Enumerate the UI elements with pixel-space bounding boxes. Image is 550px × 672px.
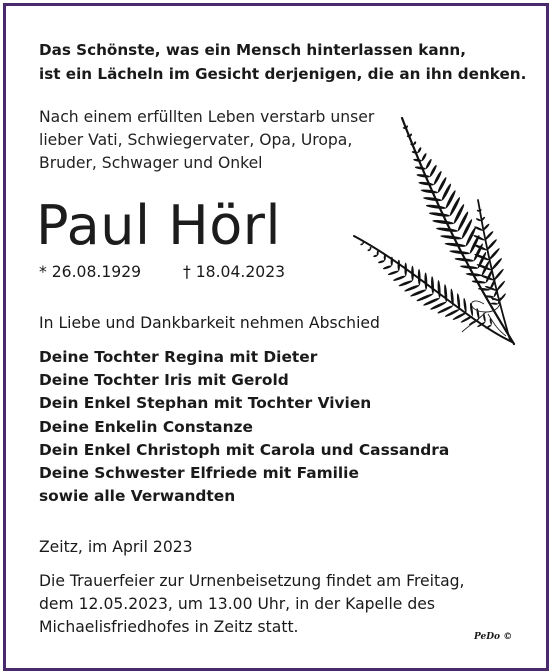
mourners-list bbox=[39, 346, 449, 508]
farewell-line: In Liebe und Dankbarkeit nehmen Abschied bbox=[39, 314, 380, 332]
death-date: † 18.04.2023 bbox=[183, 263, 286, 281]
designer-credit: PeDo © bbox=[474, 632, 513, 642]
intro-line: Bruder, Schwager und Onkel bbox=[39, 154, 263, 172]
birth-date: * 26.08.1929 bbox=[39, 263, 142, 281]
intro-line: lieber Vati, Schwiegervater, Opa, Uropa, bbox=[39, 131, 353, 149]
intro-text bbox=[39, 106, 374, 175]
mourner-entry: Deine Tochter Regina mit Dieter bbox=[39, 348, 318, 366]
mourner-entry: Deine Tochter Iris mit Gerold bbox=[39, 371, 289, 390]
fern-branch-icon bbox=[336, 108, 532, 348]
motto-line: ist ein Lächeln im Gesicht derjenigen, die an ihn denken. bbox=[39, 65, 527, 83]
deceased-name: Paul Hörl bbox=[36, 194, 281, 257]
service-line: dem 12.05.2023, um 13.00 Uhr, in der Kapelle des bbox=[39, 595, 435, 613]
mourner-entry: Dein Enkel Stephan mit Tochter Vivien bbox=[39, 394, 372, 413]
mourner-entry: Dein Enkel Christoph mit Carola und Cassandra bbox=[39, 440, 450, 459]
service-line: Die Trauerfeier zur Urnenbeisetzung findet am Freitag, bbox=[39, 572, 465, 590]
intro-line: Nach einem erfüllten Leben verstarb unser bbox=[39, 108, 375, 126]
mourner-entry: sowie alle Verwandten bbox=[39, 487, 236, 506]
motto-line: Das Schönste, was ein Mensch hinterlassen kann, bbox=[39, 41, 466, 59]
funeral-service-info bbox=[39, 570, 465, 639]
motto bbox=[39, 38, 526, 86]
mourner-entry: Deine Enkelin Constanze bbox=[39, 417, 253, 436]
place-date: Zeitz, im April 2023 bbox=[39, 538, 193, 556]
service-line: Michaelisfriedhofes in Zeitz statt. bbox=[39, 618, 299, 636]
mourner-entry: Deine Schwester Elfriede mit Familie bbox=[39, 464, 359, 483]
